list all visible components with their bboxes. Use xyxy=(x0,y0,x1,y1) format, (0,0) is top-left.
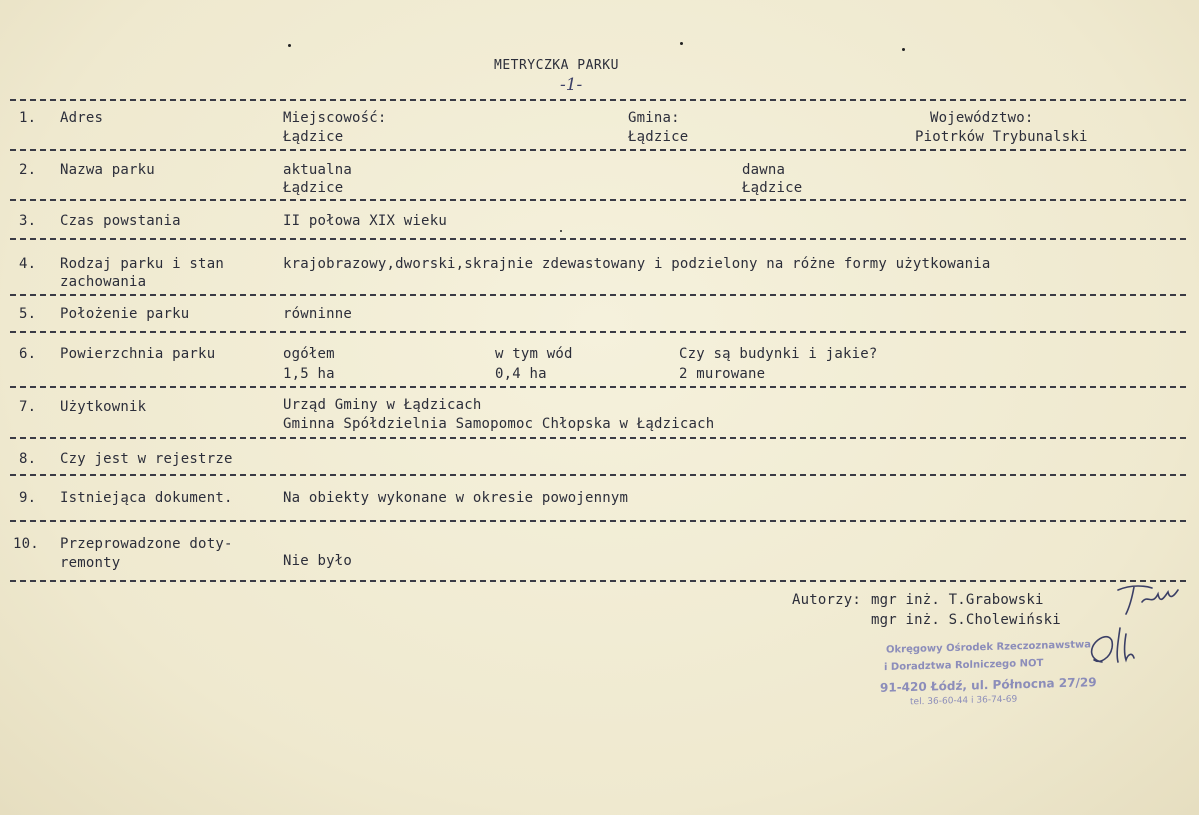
field-value-miejscowosc: Łądzice xyxy=(283,129,344,145)
paper-speck xyxy=(288,44,291,47)
paper-speck xyxy=(560,230,562,232)
row-number: 4. xyxy=(19,256,37,272)
field-value-rodzaj-parku: krajobrazowy,dworski,skrajnie zdewastowany i podzielony na różne formy użytkowania xyxy=(283,256,991,272)
row-label-powierzchnia-parku: Powierzchnia parku xyxy=(60,346,216,362)
field-heading-w-tym-wod: w tym wód xyxy=(495,346,573,362)
row-label-rejestr: Czy jest w rejestrze xyxy=(60,451,233,467)
field-heading-gmina: Gmina: xyxy=(628,110,680,126)
row-number: 2. xyxy=(19,162,37,178)
field-value-w-tym-wod: 0,4 ha xyxy=(495,366,547,382)
row-number: 8. xyxy=(19,451,37,467)
row-label-adres: Adres xyxy=(60,110,104,126)
field-value-uzytkownik: Urząd Gminy w Łądzicach xyxy=(283,397,482,413)
handwritten-page-number: -1- xyxy=(560,75,583,95)
paper-speck xyxy=(902,48,905,51)
dashed-separator xyxy=(10,386,1186,388)
author-name: mgr inż. S.Cholewiński xyxy=(871,612,1061,628)
field-value-budynki: 2 murowane xyxy=(679,366,766,382)
row-number: 10. xyxy=(13,536,39,552)
field-value-uzytkownik-2: Gminna Spółdzielnia Samopomoc Chłopska w Łądzicach xyxy=(283,416,715,432)
row-label-uzytkownik: Użytkownik xyxy=(60,399,147,415)
field-value-przeprowadzone-remonty: Nie było xyxy=(283,553,353,569)
field-heading-ogolem: ogółem xyxy=(283,346,335,362)
field-value-wojewodztwo: Piotrków Trybunalski xyxy=(915,129,1088,145)
paper-speck xyxy=(680,42,683,45)
dashed-separator xyxy=(10,474,1186,476)
row-label-polozenie-parku: Położenie parku xyxy=(60,306,190,322)
row-label-rodzaj-parku: Rodzaj parku i stan xyxy=(60,256,224,272)
dashed-separator xyxy=(10,520,1186,522)
institution-stamp-image: Okręgowy Ośrodek Rzeczoznawstwa i Doradztwa Rolniczego NOT 91-420 Łódź, ul. Północna 27/29 tel. 36-60-44 i 36-74-69 xyxy=(880,639,1097,708)
dashed-separator xyxy=(10,238,1186,240)
document-title: METRYCZKA PARKU xyxy=(494,58,619,73)
authors-label: Autorzy: xyxy=(792,592,862,608)
field-heading-miejscowosc: Miejscowość: xyxy=(283,110,387,126)
field-value-aktualna: Łądzice xyxy=(283,180,344,196)
row-label-rodzaj-parku-cont: zachowania xyxy=(60,274,147,290)
row-label-istniejaca-dokumentacja: Istniejąca dokument. xyxy=(60,490,233,506)
row-label-czas-powstania: Czas powstania xyxy=(60,213,181,229)
dashed-separator xyxy=(10,149,1186,151)
row-number: 5. xyxy=(19,306,37,322)
field-heading-dawna: dawna xyxy=(742,162,786,178)
dashed-separator xyxy=(10,331,1186,333)
signature-image xyxy=(1112,580,1184,620)
field-value-ogolem: 1,5 ha xyxy=(283,366,335,382)
dashed-separator xyxy=(10,199,1186,201)
dashed-separator xyxy=(10,294,1186,296)
row-label-przeprowadzone-remonty: Przeprowadzone doty- xyxy=(60,536,233,552)
field-value-czas-powstania: II połowa XIX wieku xyxy=(283,213,447,229)
field-heading-aktualna: aktualna xyxy=(283,162,353,178)
field-value-istniejaca-dokumentacja: Na obiekty wykonane w okresie powojennym xyxy=(283,490,629,506)
dashed-separator xyxy=(10,99,1186,101)
row-number: 6. xyxy=(19,346,37,362)
field-heading-budynki: Czy są budynki i jakie? xyxy=(679,346,878,362)
field-value-gmina: Łądzice xyxy=(628,129,689,145)
row-label-przeprowadzone-remonty-cont: remonty xyxy=(60,555,121,571)
row-number: 1. xyxy=(19,110,37,126)
row-number: 9. xyxy=(19,490,37,506)
row-number: 7. xyxy=(19,399,37,415)
row-label-nazwa-parku: Nazwa parku xyxy=(60,162,155,178)
row-number: 3. xyxy=(19,213,37,229)
dashed-separator xyxy=(10,580,1186,582)
field-heading-wojewodztwo: Województwo: xyxy=(930,110,1034,126)
author-name: mgr inż. T.Grabowski xyxy=(871,592,1044,608)
field-value-polozenie-parku: równinne xyxy=(283,306,353,322)
dashed-separator xyxy=(10,437,1186,439)
field-value-dawna: Łądzice xyxy=(742,180,803,196)
